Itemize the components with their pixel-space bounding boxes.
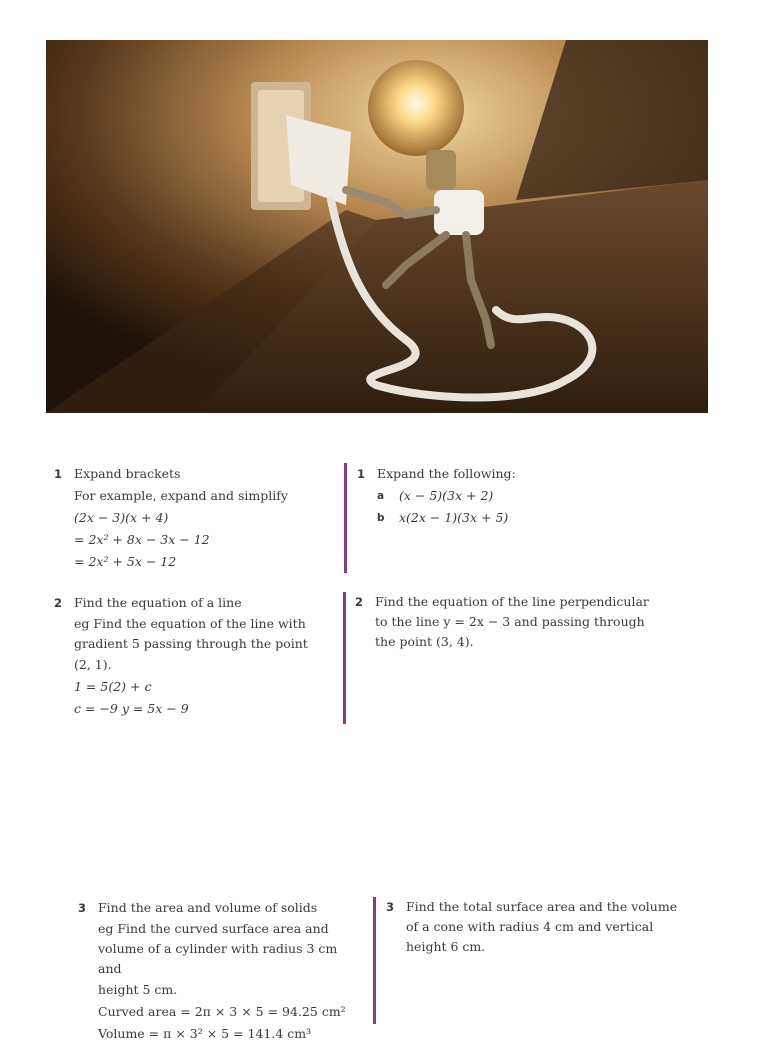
question-title: Expand brackets (74, 466, 181, 481)
part-text: x(2x − 1)(3x + 5) (399, 510, 509, 525)
question-number: 1 (357, 467, 366, 481)
question-number: 3 (78, 901, 87, 915)
exercise-part (357, 485, 647, 507)
example-line: gradient 5 passing through the point (74, 636, 308, 651)
example-line: eg Find the curved surface area and (98, 921, 329, 936)
part-label: b (377, 512, 385, 524)
lightbulb-robot-illustration (46, 40, 708, 413)
question-title: Find the equation of a line (74, 595, 242, 610)
q2-example-block (54, 592, 346, 724)
exercise-part (357, 507, 647, 529)
q3-example-block (78, 897, 375, 1041)
exercise-line: of a cone with radius 4 cm and vertical (406, 919, 654, 934)
question-number: 2 (355, 595, 364, 609)
example-line: For example, expand and simplify (74, 488, 288, 503)
part-label: a (377, 490, 385, 502)
exercise-line: height 6 cm. (406, 939, 486, 954)
exercise-line: the point (3, 4). (375, 634, 474, 649)
hero-photo (46, 40, 708, 413)
example-line: height 5 cm. (98, 982, 178, 997)
example-line: Volume = π × 3² × 5 = 141.4 cm³ (98, 1026, 312, 1041)
question-title: Expand the following: (377, 466, 516, 481)
exercise-line: Find the equation of the line perpendicular (375, 594, 649, 609)
example-line: 1 = 5(2) + c (74, 679, 152, 694)
question-title: Find the area and volume of solids (98, 900, 318, 915)
example-line: eg Find the equation of the line with (74, 616, 306, 631)
example-line: volume of a cylinder with radius 3 cm and (98, 941, 338, 976)
question-number: 1 (54, 467, 63, 481)
example-line: Curved area = 2π × 3 × 5 = 94.25 cm² (98, 1004, 346, 1019)
example-line: (2, 1). (74, 657, 112, 672)
exercise-line: Find the total surface area and the volume (406, 899, 678, 914)
part-text: (x − 5)(3x + 2) (399, 488, 494, 503)
question-number: 3 (386, 900, 395, 914)
question-number: 2 (54, 596, 63, 610)
example-line: c = −9 y = 5x − 9 (74, 701, 189, 716)
q3-exercise-block (374, 897, 696, 1024)
example-line: = 2x² + 8x − 3x − 12 (74, 532, 210, 547)
exercise-line: to the line y = 2x − 3 and passing through (375, 614, 645, 629)
q2-exercise-block (343, 592, 655, 724)
q1-example-block (54, 463, 346, 573)
example-line: = 2x² + 5x − 12 (74, 554, 177, 569)
q1-exercise-block (345, 463, 647, 573)
example-line: (2x − 3)(x + 4) (74, 510, 169, 525)
